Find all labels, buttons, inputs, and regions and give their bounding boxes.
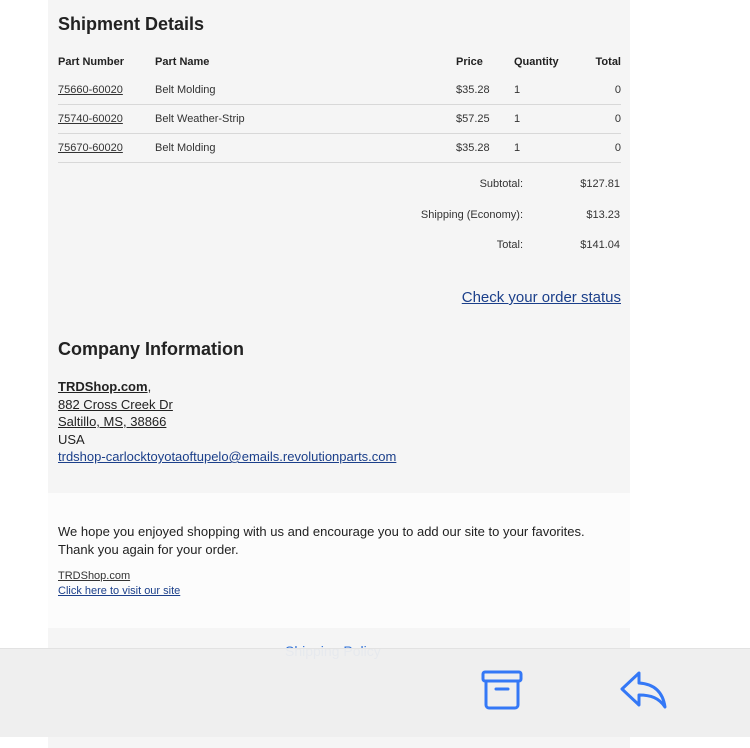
shipment-parts-table xyxy=(58,48,621,163)
country: USA xyxy=(58,431,85,447)
company-email-link[interactable]: trdshop-carlocktoyotaoftupelo@emails.revolutionparts.com xyxy=(58,449,397,464)
total-cell: 0 xyxy=(576,105,621,134)
reply-button[interactable] xyxy=(617,665,669,713)
check-order-status-link[interactable]: Check your order status xyxy=(461,289,621,306)
column-header-part-name: Part Name xyxy=(155,56,210,68)
subtotal-label: Subtotal: xyxy=(479,178,523,190)
table-row xyxy=(58,76,621,105)
part-number-link[interactable]: 75740-60020 xyxy=(58,113,123,125)
thank-you-section xyxy=(48,493,630,628)
archive-button[interactable] xyxy=(476,665,528,713)
address-line-2[interactable]: Saltillo, MS, 38866 xyxy=(58,414,167,429)
company-name-suffix: , xyxy=(147,379,152,394)
company-information-section xyxy=(48,316,630,493)
quantity-cell: 1 xyxy=(514,134,576,163)
price-cell: $35.28 xyxy=(456,134,514,163)
archive-box-icon xyxy=(480,667,524,711)
column-header-total: Total xyxy=(595,56,621,68)
shipment-details-title: Shipment Details xyxy=(58,14,205,34)
part-name-cell: Belt Weather-Strip xyxy=(155,105,456,134)
part-number-link[interactable]: 75670-60020 xyxy=(58,142,123,154)
column-header-price: Price xyxy=(456,56,483,68)
total-cell: 0 xyxy=(576,76,621,105)
thank-you-message xyxy=(58,523,618,559)
table-row xyxy=(58,134,621,163)
subtotal-value: $127.81 xyxy=(580,178,620,190)
company-name-link[interactable]: TRDShop.com xyxy=(58,379,148,394)
thank-you-line-2: Thank you again for your order. xyxy=(58,542,239,557)
table-row xyxy=(58,105,621,134)
site-links xyxy=(58,569,180,599)
address-line-1[interactable]: 882 Cross Creek Dr xyxy=(58,396,173,412)
shipping-label: Shipping (Economy): xyxy=(420,209,523,221)
visit-site-link[interactable]: Click here to visit our site xyxy=(58,585,181,597)
total-cell: 0 xyxy=(576,134,621,163)
quantity-cell: 1 xyxy=(514,105,576,134)
part-name-cell: Belt Molding xyxy=(155,134,456,163)
company-information-title: Company Information xyxy=(58,339,245,359)
mail-bottom-toolbar xyxy=(0,648,750,737)
quantity-cell: 1 xyxy=(514,76,576,105)
total-value: $141.04 xyxy=(580,239,620,251)
price-cell: $57.25 xyxy=(456,105,514,134)
total-label: Total: xyxy=(496,239,523,251)
price-cell: $35.28 xyxy=(456,76,514,105)
reply-arrow-icon xyxy=(617,667,669,711)
shipment-details-section xyxy=(48,0,630,316)
column-header-part-number: Part Number xyxy=(58,56,125,68)
company-address-block xyxy=(58,378,396,466)
company-name-line xyxy=(58,378,396,396)
shipping-value: $13.23 xyxy=(586,209,620,221)
part-name-cell: Belt Molding xyxy=(155,76,456,105)
part-number-link[interactable]: 75660-60020 xyxy=(58,84,123,96)
site-link[interactable]: TRDShop.com xyxy=(58,570,131,582)
thank-you-line-1: We hope you enjoyed shopping with us and encourage you to add our site to your favorites. xyxy=(58,524,585,539)
column-header-quantity: Quantity xyxy=(514,56,559,68)
table-header-row xyxy=(58,48,621,76)
